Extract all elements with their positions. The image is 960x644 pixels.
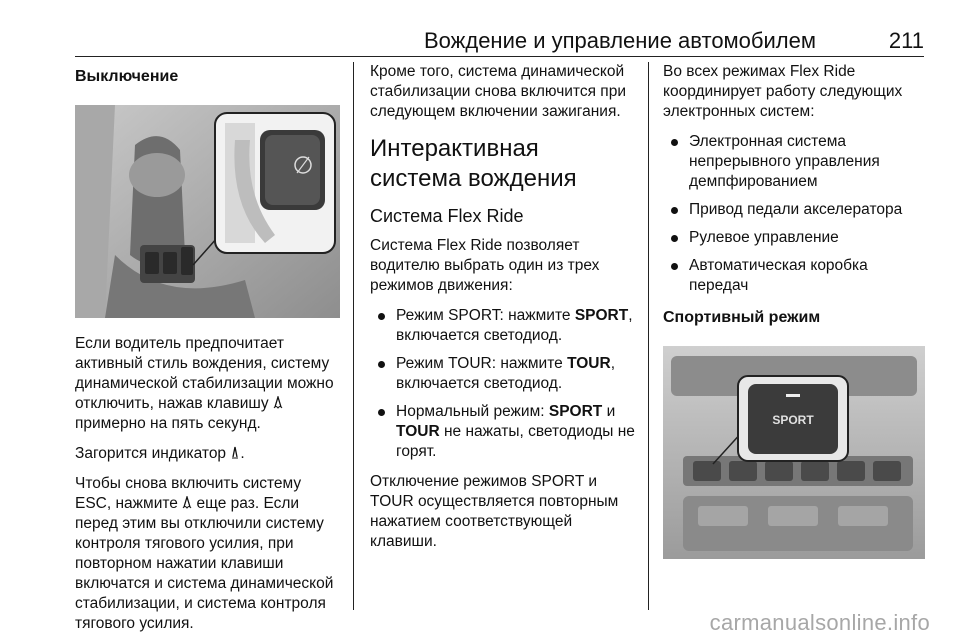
- text: и: [606, 403, 616, 420]
- text: , включается светодиод.: [396, 307, 633, 344]
- page-number: 211: [888, 28, 924, 53]
- list-item: Электронная система непрерывного управления демпфированием: [663, 132, 928, 192]
- text: Режим SPORT: нажмите: [396, 307, 571, 324]
- watermark: carmanualsonline.info: [709, 610, 930, 635]
- column-divider: [648, 62, 649, 610]
- button-label: TOUR: [396, 423, 440, 440]
- text: , включается светодиод.: [396, 355, 616, 392]
- mode-list: [370, 306, 635, 462]
- list-item: [370, 354, 635, 394]
- list-item: Автоматическая коробка передач: [663, 256, 928, 296]
- paragraph: [75, 444, 340, 464]
- button-label: TOUR: [567, 355, 611, 372]
- list-item: Привод педали акселератора: [663, 200, 928, 220]
- paragraph: Отключение режимов SPORT и TOUR осуществляется повторным нажатием соответствующей клавиши.: [370, 473, 619, 550]
- section-heading: Спортивный режим: [663, 309, 821, 326]
- button-label: SPORT: [548, 403, 603, 420]
- text: Загорится индикатор: [75, 445, 227, 462]
- column-divider: [353, 62, 354, 610]
- column-2: [370, 62, 635, 562]
- esc-indicator-icon: [230, 445, 240, 457]
- text: не нажаты, светодиоды не горят.: [396, 423, 635, 460]
- page-header: [75, 22, 924, 57]
- list-item: [370, 306, 635, 346]
- esc-button-photo: [75, 105, 340, 318]
- section-title: Интерактивная система вождения: [370, 135, 577, 192]
- paragraph: Кроме того, система динамической стабилизации снова включится при следующем включении зажигания.: [370, 63, 626, 120]
- sport-button-label: SPORT: [772, 413, 814, 427]
- text: Если водитель предпочитает активный стиль вождения, систему динамической стабилизации можно отключить, нажав клавишу: [75, 335, 334, 412]
- list-item: Рулевое управление: [663, 228, 928, 248]
- list-item: [370, 402, 635, 462]
- text: примерно на пять секунд.: [75, 415, 261, 432]
- esc-off-icon: [273, 395, 283, 407]
- header-title: Вождение и управление автомобилем: [423, 28, 816, 53]
- systems-list: [663, 132, 928, 296]
- text: Нормальный режим:: [396, 403, 545, 420]
- column-1: [75, 62, 340, 644]
- paragraph: [75, 474, 340, 634]
- paragraph: Во всех режимах Flex Ride координирует работу следующих электронных систем:: [663, 63, 903, 120]
- text: Режим TOUR: нажмите: [396, 355, 563, 372]
- paragraph: Система Flex Ride позволяет водителю выбрать один из трех режимов движения:: [370, 237, 600, 294]
- text: еще раз. Если перед этим вы отключили систему контроля тягового усилия, при повторном нажатии клавиши включатся и система динамической стабилизации, и система контроля тягового усилия.: [75, 495, 334, 632]
- paragraph: [75, 334, 340, 434]
- esc-off-icon: [182, 495, 192, 507]
- button-label: SPORT: [574, 307, 629, 324]
- column-3: [663, 62, 928, 559]
- text: Чтобы снова включить систему ESC, нажмите: [75, 475, 302, 512]
- sport-button-photo: [663, 346, 925, 559]
- text: .: [240, 445, 245, 462]
- section-heading: Выключение: [75, 68, 179, 85]
- subsection-title: Система Flex Ride: [370, 206, 524, 226]
